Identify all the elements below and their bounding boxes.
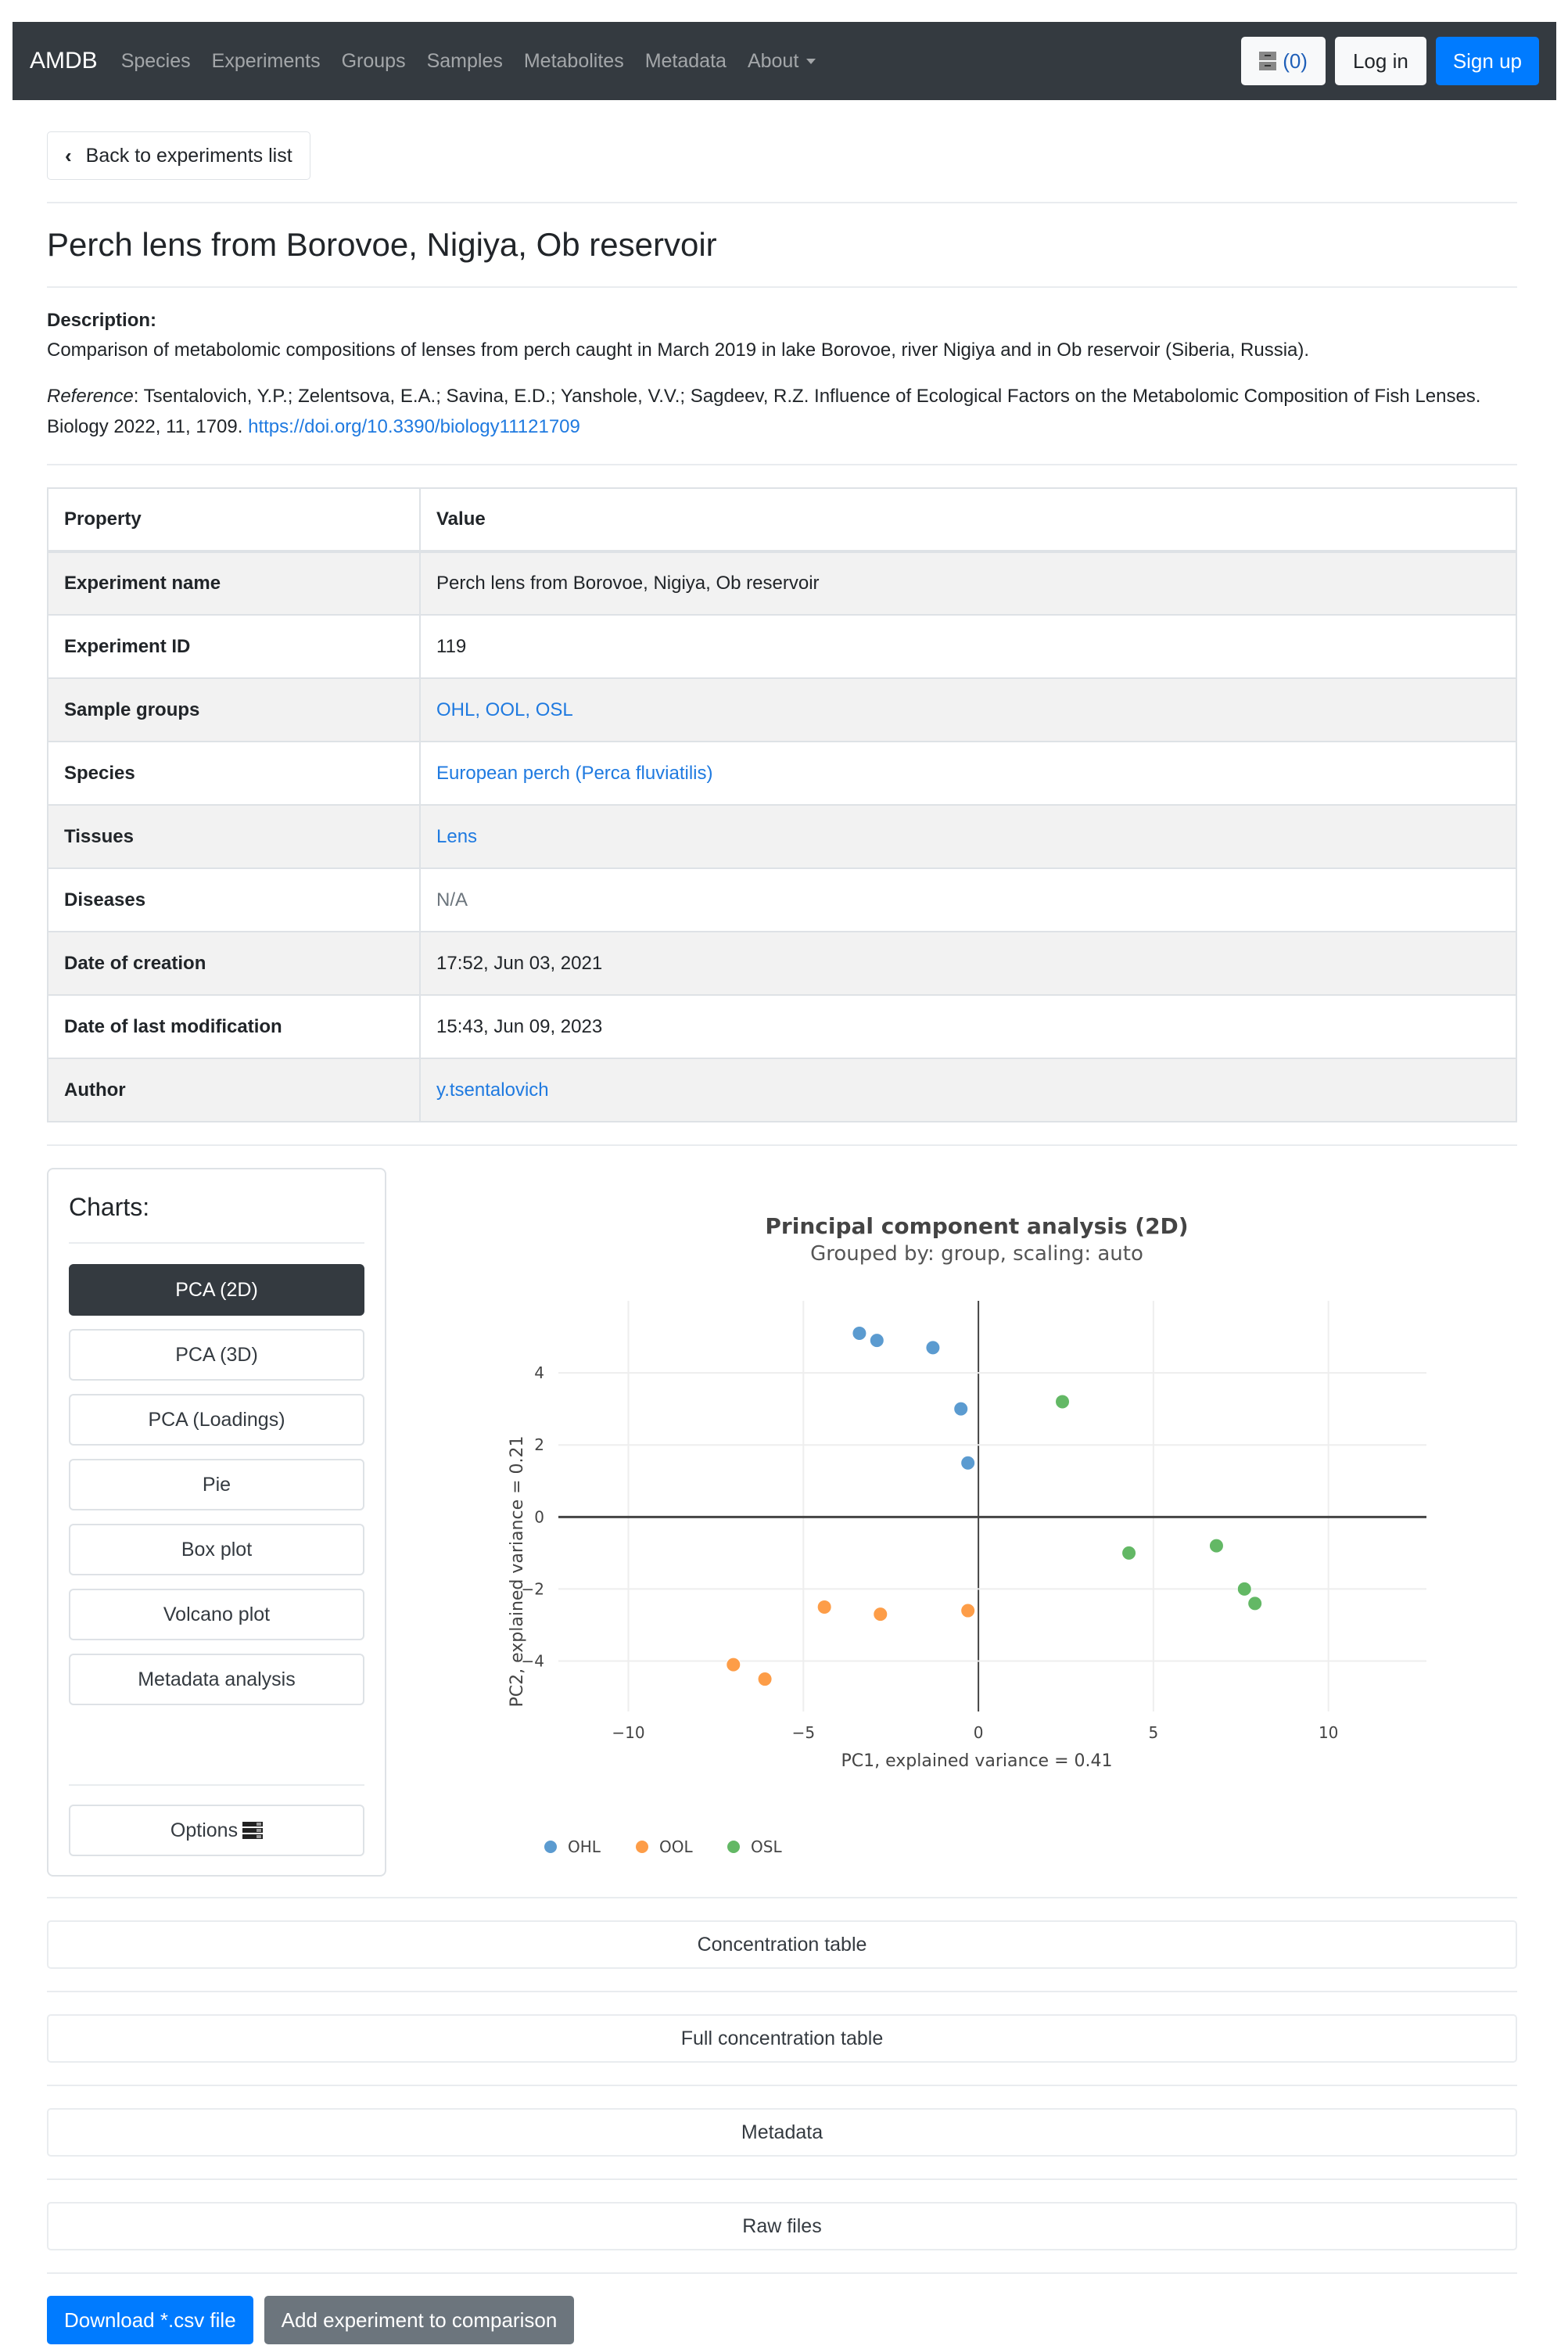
nav-groups[interactable]: Groups bbox=[341, 49, 406, 72]
full-concentration-table-toggle[interactable]: Full concentration table bbox=[47, 2014, 1517, 2063]
value-cell: 15:43, Jun 09, 2023 bbox=[420, 995, 1516, 1058]
property-cell: Diseases bbox=[48, 868, 420, 932]
property-cell: Species bbox=[48, 742, 420, 805]
value-cell bbox=[420, 742, 1516, 805]
divider bbox=[47, 2178, 1517, 2180]
property-cell: Experiment name bbox=[48, 551, 420, 615]
data-points[interactable] bbox=[727, 1327, 1262, 1686]
chart-btn-pca-loadings[interactable]: PCA (Loadings) bbox=[69, 1394, 364, 1446]
main-container bbox=[47, 131, 1517, 2344]
chart-btn-volcano-plot[interactable]: Volcano plot bbox=[69, 1589, 364, 1640]
value-cell: Perch lens from Borovoe, Nigiya, Ob reservoir bbox=[420, 551, 1516, 615]
divider bbox=[47, 2272, 1517, 2274]
property-cell: Experiment ID bbox=[48, 615, 420, 678]
legend-item-osl[interactable] bbox=[727, 1837, 782, 1856]
chart-btn-pca-3d[interactable]: PCA (3D) bbox=[69, 1329, 364, 1381]
data-point-osl[interactable] bbox=[1209, 1539, 1223, 1553]
svg-text:4: 4 bbox=[534, 1363, 544, 1383]
description-text: Comparison of metabolomic compositions of lenses from perch caught in March 2019 in lake Borovoe, river Nigiya and in Ob reservoir (Siberia, Russia). bbox=[47, 339, 1310, 361]
pca-chart[interactable] bbox=[402, 1168, 1517, 1877]
back-button-label: Back to experiments list bbox=[85, 144, 292, 167]
value-cell bbox=[420, 678, 1516, 742]
divider bbox=[47, 286, 1517, 288]
reference bbox=[47, 382, 1517, 442]
property-cell: Date of last modification bbox=[48, 995, 420, 1058]
divider bbox=[69, 1242, 364, 1244]
data-point-ool[interactable] bbox=[758, 1672, 772, 1686]
options-button[interactable] bbox=[69, 1805, 364, 1856]
charts-panel-title: Charts: bbox=[69, 1193, 150, 1222]
chart-btn-pca-2d[interactable]: PCA (2D) bbox=[69, 1264, 364, 1316]
charts-panel bbox=[47, 1168, 386, 1877]
table-row bbox=[48, 551, 1516, 615]
chart-legend[interactable] bbox=[544, 1837, 782, 1856]
divider bbox=[47, 2085, 1517, 2086]
back-to-experiments-button[interactable] bbox=[47, 131, 310, 180]
tissue-link[interactable]: Lens bbox=[436, 825, 478, 847]
header-property: Property bbox=[48, 488, 420, 551]
description-label: Description: bbox=[47, 310, 157, 332]
data-point-ool[interactable] bbox=[874, 1607, 888, 1622]
data-point-osl[interactable] bbox=[1122, 1546, 1136, 1561]
table-row bbox=[48, 932, 1516, 995]
divider bbox=[47, 1144, 1517, 1146]
comparison-button[interactable] bbox=[1241, 37, 1326, 85]
value-cell: 119 bbox=[420, 615, 1516, 678]
server-icon bbox=[242, 1822, 263, 1839]
svg-text:−4: −4 bbox=[521, 1651, 544, 1671]
data-point-ool[interactable] bbox=[961, 1604, 975, 1618]
svg-text:10: 10 bbox=[1318, 1723, 1339, 1743]
divider bbox=[47, 202, 1517, 203]
chart-grid bbox=[558, 1301, 1426, 1711]
x-axis-label: PC1, explained variance = 0.41 bbox=[841, 1751, 1113, 1772]
reference-text: : Tsentalovich, Y.P.; Zelentsova, E.A.; Savina, E.D.; Yanshole, V.V.; Sagdeev, R.Z. Influence of Ecological Factors on the Metabolomic Composition of Fish Lenses. Biology 2022, 11, 1709. bbox=[47, 386, 1481, 437]
data-point-osl[interactable] bbox=[1248, 1597, 1262, 1611]
nav-species[interactable]: Species bbox=[120, 49, 191, 72]
svg-text:5: 5 bbox=[1148, 1723, 1159, 1743]
svg-text:−5: −5 bbox=[791, 1723, 816, 1743]
nav-samples[interactable]: Samples bbox=[426, 49, 503, 72]
data-point-ool[interactable] bbox=[817, 1600, 831, 1614]
data-point-osl[interactable] bbox=[1237, 1582, 1251, 1597]
table-row bbox=[48, 742, 1516, 805]
properties-table bbox=[47, 487, 1517, 1122]
signup-button[interactable]: Sign up bbox=[1436, 37, 1539, 85]
table-row bbox=[48, 1058, 1516, 1122]
svg-text:2: 2 bbox=[534, 1435, 544, 1455]
value-cell: N/A bbox=[420, 868, 1516, 932]
options-label: Options bbox=[170, 1819, 239, 1841]
page-title: Perch lens from Borovoe, Nigiya, Ob reservoir bbox=[47, 226, 717, 263]
chart-btn-pie[interactable]: Pie bbox=[69, 1459, 364, 1510]
panel-bottom bbox=[69, 1784, 364, 1856]
svg-text:−2: −2 bbox=[521, 1579, 544, 1599]
property-cell: Sample groups bbox=[48, 678, 420, 742]
divider bbox=[47, 1991, 1517, 1992]
chart-btn-box-plot[interactable]: Box plot bbox=[69, 1524, 364, 1575]
author-link[interactable]: y.tsentalovich bbox=[436, 1079, 549, 1101]
table-row bbox=[48, 868, 1516, 932]
data-point-ohl[interactable] bbox=[954, 1402, 968, 1416]
concentration-table-toggle[interactable]: Concentration table bbox=[47, 1920, 1517, 1969]
data-point-ohl[interactable] bbox=[852, 1327, 867, 1341]
nav-metadata[interactable]: Metadata bbox=[644, 49, 727, 72]
data-point-ohl[interactable] bbox=[926, 1341, 940, 1355]
nav-experiments[interactable]: Experiments bbox=[211, 49, 321, 72]
add-to-comparison-button[interactable]: Add experiment to comparison bbox=[264, 2296, 575, 2344]
data-point-ohl[interactable] bbox=[961, 1456, 975, 1470]
nav-actions bbox=[1241, 37, 1539, 85]
nav-about-label: About bbox=[747, 49, 799, 72]
table-row bbox=[48, 615, 1516, 678]
raw-files-toggle[interactable]: Raw files bbox=[47, 2202, 1517, 2250]
nav-about-dropdown[interactable] bbox=[748, 50, 816, 73]
svg-text:OHL: OHL bbox=[568, 1837, 601, 1857]
pca-scatter-plot[interactable] bbox=[402, 1168, 1517, 1877]
header-value: Value bbox=[420, 488, 1516, 551]
property-cell: Author bbox=[48, 1058, 420, 1122]
svg-text:OSL: OSL bbox=[751, 1837, 782, 1857]
table-header-row bbox=[48, 488, 1516, 551]
svg-text:0: 0 bbox=[973, 1723, 984, 1743]
value-cell bbox=[420, 805, 1516, 868]
chart-subtitle: Grouped by: group, scaling: auto bbox=[810, 1242, 1143, 1266]
y-axis-label: PC2, explained variance = 0.21 bbox=[508, 1435, 527, 1708]
bottom-actions bbox=[47, 2296, 1517, 2344]
sample-groups-link[interactable]: OHL, OOL, OSL bbox=[436, 699, 573, 720]
species-link[interactable]: European perch (Perca fluviatilis) bbox=[436, 762, 713, 784]
divider bbox=[69, 1784, 364, 1786]
brand-logo[interactable]: AMDB bbox=[30, 48, 98, 74]
value-cell: 17:52, Jun 03, 2021 bbox=[420, 932, 1516, 995]
legend-item-ohl[interactable] bbox=[544, 1837, 601, 1856]
svg-text:0: 0 bbox=[534, 1507, 544, 1527]
svg-text:−10: −10 bbox=[612, 1723, 645, 1743]
divider bbox=[47, 1897, 1517, 1898]
chevron-left-icon: ‹ bbox=[65, 143, 72, 167]
reference-doi-link[interactable]: https://doi.org/10.3390/biology11121709 bbox=[248, 415, 580, 437]
value-cell bbox=[420, 1058, 1516, 1122]
divider bbox=[47, 464, 1517, 465]
drawer-icon bbox=[1259, 52, 1276, 70]
caret-down-icon bbox=[806, 59, 816, 64]
table-row bbox=[48, 995, 1516, 1058]
charts-section bbox=[47, 1168, 1517, 1877]
data-point-osl[interactable] bbox=[1056, 1395, 1070, 1409]
table-row bbox=[48, 805, 1516, 868]
metadata-toggle[interactable]: Metadata bbox=[47, 2108, 1517, 2157]
login-button[interactable]: Log in bbox=[1335, 37, 1426, 85]
legend-item-ool[interactable] bbox=[636, 1837, 693, 1856]
comparison-count: (0) bbox=[1283, 48, 1308, 73]
data-point-ool[interactable] bbox=[727, 1658, 741, 1672]
data-point-ohl[interactable] bbox=[870, 1334, 884, 1348]
chart-title: Principal component analysis (2D) bbox=[765, 1213, 1189, 1240]
property-cell: Date of creation bbox=[48, 932, 420, 995]
download-csv-button[interactable]: Download *.csv file bbox=[47, 2296, 253, 2344]
property-cell: Tissues bbox=[48, 805, 420, 868]
svg-text:OOL: OOL bbox=[659, 1837, 693, 1857]
nav-metabolites[interactable]: Metabolites bbox=[523, 49, 624, 72]
chart-btn-metadata-analysis[interactable]: Metadata analysis bbox=[69, 1654, 364, 1705]
table-row bbox=[48, 678, 1516, 742]
navbar bbox=[13, 22, 1556, 100]
reference-label: Reference bbox=[47, 386, 134, 408]
